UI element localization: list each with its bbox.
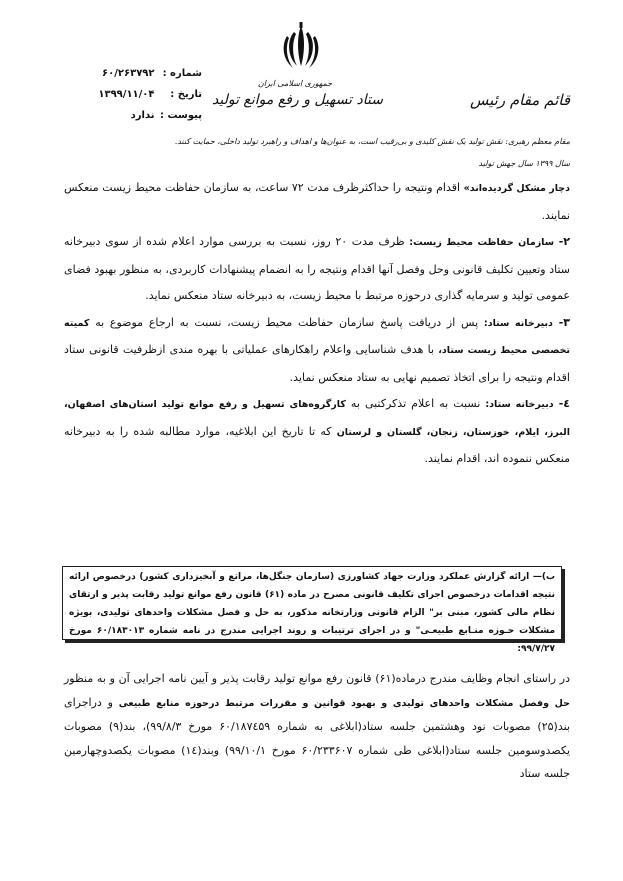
paragraph-section-b-text-b: و دراجرای بند(۲۵) مصوبات نود وهشتمین جلسه ستاد(ابلاغی به شماره ۶۰/۱۸۷٤۵۹ مورخ ۹۹/۸/۳)، بند(۹) مصوبات یکصدوسومین جلسه ستاد(ابلاغی طی شماره ۶۰/۲۳۳۶۰۷ مورخ ۹۹/۱۰/۱) وبند(۱٤) مصوبات یکصدوچهارمین جلسه ستاد: [64, 695, 571, 780]
letter-number: [62, 68, 202, 79]
letter-number-value: ۶۰/۲۶۳۷۹۲: [102, 68, 155, 79]
letter-number-label: شماره :: [162, 68, 202, 79]
paragraph-item-4: [64, 391, 570, 473]
letter-date-label: تاریخ :: [170, 89, 202, 100]
deputy-title: قائم مقام رئیس: [470, 91, 570, 109]
paragraph-item-2: [64, 229, 570, 310]
staff-name: ستاد تسهیل و رفع موانع تولید: [212, 92, 383, 108]
letter-attachment-value: ندارد: [130, 110, 155, 121]
paragraph-item-3-text-a: پس از دریافت پاسخ سازمان حفاظت محیط زیست، نسبت به ارجاع موضوع به: [95, 315, 479, 329]
paragraph-item-4-bold: دبیرخانه ستاد:: [485, 399, 554, 410]
letter-body-continued: [64, 667, 570, 786]
paragraph-continuation-text: اقدام ونتیجه را حداکثرظرف مدت ۷۲ ساعت، به سازمان حفاظت محیط زیست منعکس نمایند.: [64, 181, 570, 222]
paragraph-section-b-bold: حل وفصل مشکلات واحدهای تولیدی و بهبود قوانین و مقررات مرتبط درحوزه منابع طبیعی: [118, 697, 570, 709]
republic-title: جمهوری اسلامی ایران: [257, 79, 333, 88]
paragraph-item-2-text: ظرف مدت ۲۰ روز، نسبت به بررسی موارد اعلام شده از سوی دبیرخانه ستاد وتعیین تکلیف قانونی وحل وفصل آنها اقدام ونتیجه را به انضمام پیشنهادات کاربردی، به منظور بهبود فضای عمومی تولید و سرمایه گذاری درحوزه مرتبط با محیط زیست، به دبیرخانه ستاد منعکس نماید.: [64, 235, 570, 302]
year-motto: سال ۱۳۹۹ سال جهش تولید: [478, 159, 570, 168]
paragraph-item-3-text-b: با هدف شناسایی واعلام راهکارهای عملیاتی با بهره مندی ازظرفیت قانونی ستاد اقدام ونتیجه را برای اتخاذ تصمیم نهایی به ستاد منعکس نماید.: [64, 343, 570, 384]
paragraph-item-4-bold-2: کارگروه‌های تسهیل و رفع موانع تولید استان‌های اصفهان، البرز، ایلام، خوزستان، زنجان، گلستان و لرستان: [64, 399, 570, 438]
letter-attachment: [62, 110, 202, 121]
paragraph-item-4-text-b: که تا تاریخ این ابلاغیه، موارد مطالبه شده را به دبیرخانه منعکس ننموده اند، اقدام نمایند.: [64, 424, 570, 465]
paragraph-item-3-bold: دبیرخانه ستاد:: [483, 317, 553, 329]
paragraph-continuation-bold: دچار مشکل گردیده‌اند»: [463, 183, 570, 194]
paragraph-continuation: [64, 175, 570, 229]
section-b-box: [62, 566, 562, 654]
letter-body: [64, 175, 570, 473]
section-b-text: ب)— ارائه گزارش عملکرد وزارت جهاد کشاورزی (سازمان جنگل‌ها، مراتع و آبخیزداری کشور) درخصوص ارائه نتیجه اقدامات درخصوص اجرای تکلیف قانونی مصرح در ماده (۶۱) قانون رفع موانع تولید رقابت پذیر و ارتقای نظام مالی کشور، مبنی بر" الزام قانونی وزارتخانه مذکور، به حل و فصل مشکلات واحدهای تولیدی، بویژه مشکلات حـوزه منـابع طبیعـی" و در اجرای ترتیبات و روند اجرایی مندرج در نامه شماره ۶۰/۱۸۳۰۱۳ مورخ ۹۹/۷/۲۷:: [69, 572, 556, 654]
leader-motto: مقام معظم رهبری: نقش تولید یک نقش کلیدی و بی‌رقیب است، به عنوان‌ها و اهداف و راهبرد تولید داخلی، حمایت کنند.: [174, 137, 570, 146]
paragraph-item-2-number: ۲-: [558, 235, 571, 248]
paragraph-item-2-bold: سازمان حفاظت محیط زیست:: [409, 237, 555, 248]
iran-emblem-icon: [281, 22, 321, 74]
paragraph-item-3: [64, 310, 570, 392]
paragraph-section-b: [64, 667, 570, 786]
paragraph-item-4-number: ٤-: [558, 397, 570, 410]
letter-date-value: ۱۳۹۹/۱۱/۰۴: [98, 89, 155, 100]
paragraph-item-4-text-a: نسبت به اعلام تذکرکتبی به: [350, 397, 481, 410]
letter-attachment-label: پیوست :: [159, 110, 202, 121]
paragraph-section-b-text-a: در راستای انجام وظایف مندرج درماده(۶۱) قانون رفع موانع تولید رقابت پذیر و آیین نامه اجرایی آن و به منظور: [64, 672, 570, 685]
paragraph-item-3-number: ۳-: [558, 315, 570, 329]
paragraph-item-3-bold-2: کمیته تخصصی محیط زیست ستاد،: [64, 317, 570, 356]
letter-date: [62, 89, 202, 100]
